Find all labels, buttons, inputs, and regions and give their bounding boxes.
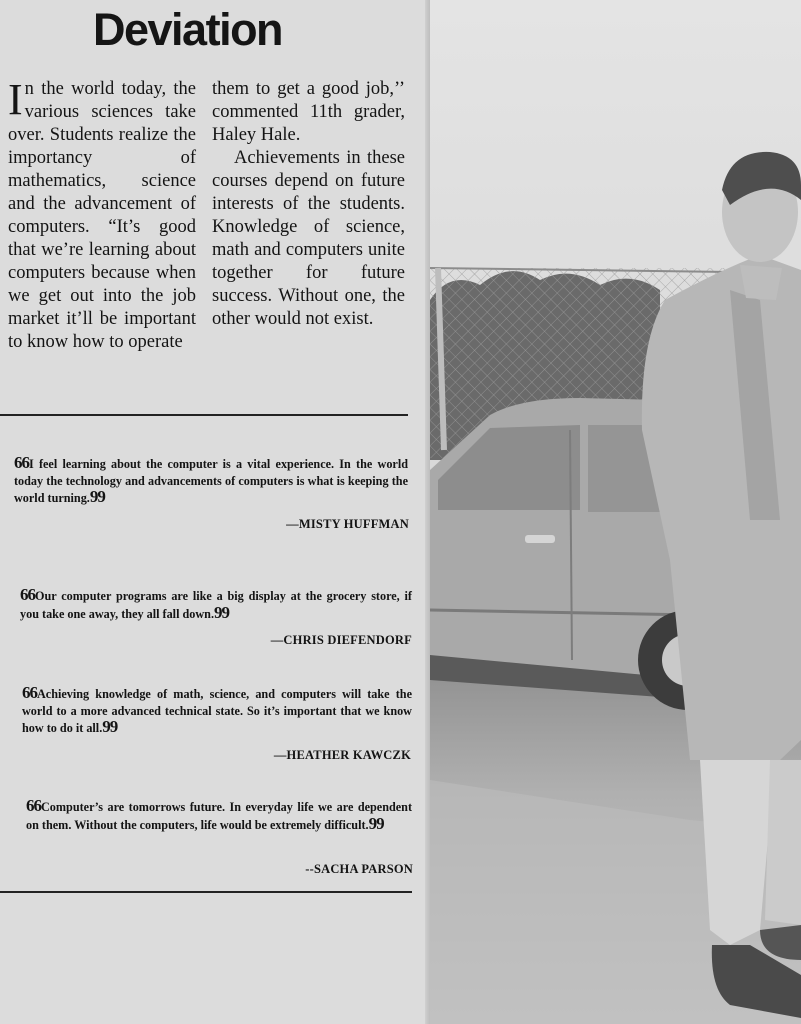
quote-attribution: —HEATHER KAWCZK — [273, 748, 411, 762]
article-column-2 — [212, 78, 405, 331]
quotes-bottom-rule — [0, 891, 412, 893]
quote-attribution: —CHRIS DIEFENDORF — [270, 633, 412, 647]
article-paragraph-2: Achievements in these courses depend on future interests of the students. Knowledge of science, math and computers unite together for future success. Without one, the other would not exist. — [212, 148, 405, 329]
quote-text: I feel learning about the computer is a vital experience. In the world today the technology and advancements of computers is what is keeping the world turning. — [14, 457, 408, 505]
photo-illustration — [430, 0, 801, 1024]
quote-text: Computer’s are tomorrows future. In everyday life we are dependent on them. Without the computers, life would be extremely difficult. — [26, 800, 412, 832]
page-title: Deviation — [93, 4, 283, 55]
quote-4 — [26, 798, 412, 833]
open-quote-mark: 66 — [14, 453, 29, 472]
article-paragraph-1: them to get a good job,’’ commented 11th grader, Haley Hale. — [212, 79, 405, 145]
close-quote-mark: 99 — [214, 602, 229, 622]
close-quote-mark: 99 — [89, 487, 105, 506]
close-quote-mark: 99 — [102, 717, 118, 736]
photo-student-by-car — [430, 0, 801, 1024]
quote-attribution: --SACHA PARSON — [305, 862, 413, 876]
quote-2 — [20, 587, 412, 622]
quote-attribution: —MISTY HUFFMAN — [286, 517, 409, 531]
open-quote-mark: 66 — [22, 683, 37, 702]
article-column-1-text: n the world today, the various sciences take over. Students realize the importancy of mathematics, science and the advancement of computers. “It’s good that we’re learning about computers because when we get out into the job market it’ll be important to know how to operate — [8, 79, 196, 352]
close-quote-mark: 99 — [368, 813, 384, 833]
quote-text: Our computer programs are like a big display at the grocery store, if you take one away, they all fall down. — [20, 589, 412, 621]
drop-cap: I — [8, 75, 23, 124]
quote-3 — [22, 685, 412, 737]
open-quote-mark: 66 — [20, 585, 35, 604]
article-column-1 — [8, 75, 196, 354]
quote-text: Achieving knowledge of math, science, and computers will take the world to a more advanced technical state. So it’s important that we know how to do it all. — [22, 687, 412, 735]
article-divider-rule — [0, 414, 408, 416]
quote-1 — [14, 455, 408, 507]
open-quote-mark: 66 — [26, 796, 41, 815]
